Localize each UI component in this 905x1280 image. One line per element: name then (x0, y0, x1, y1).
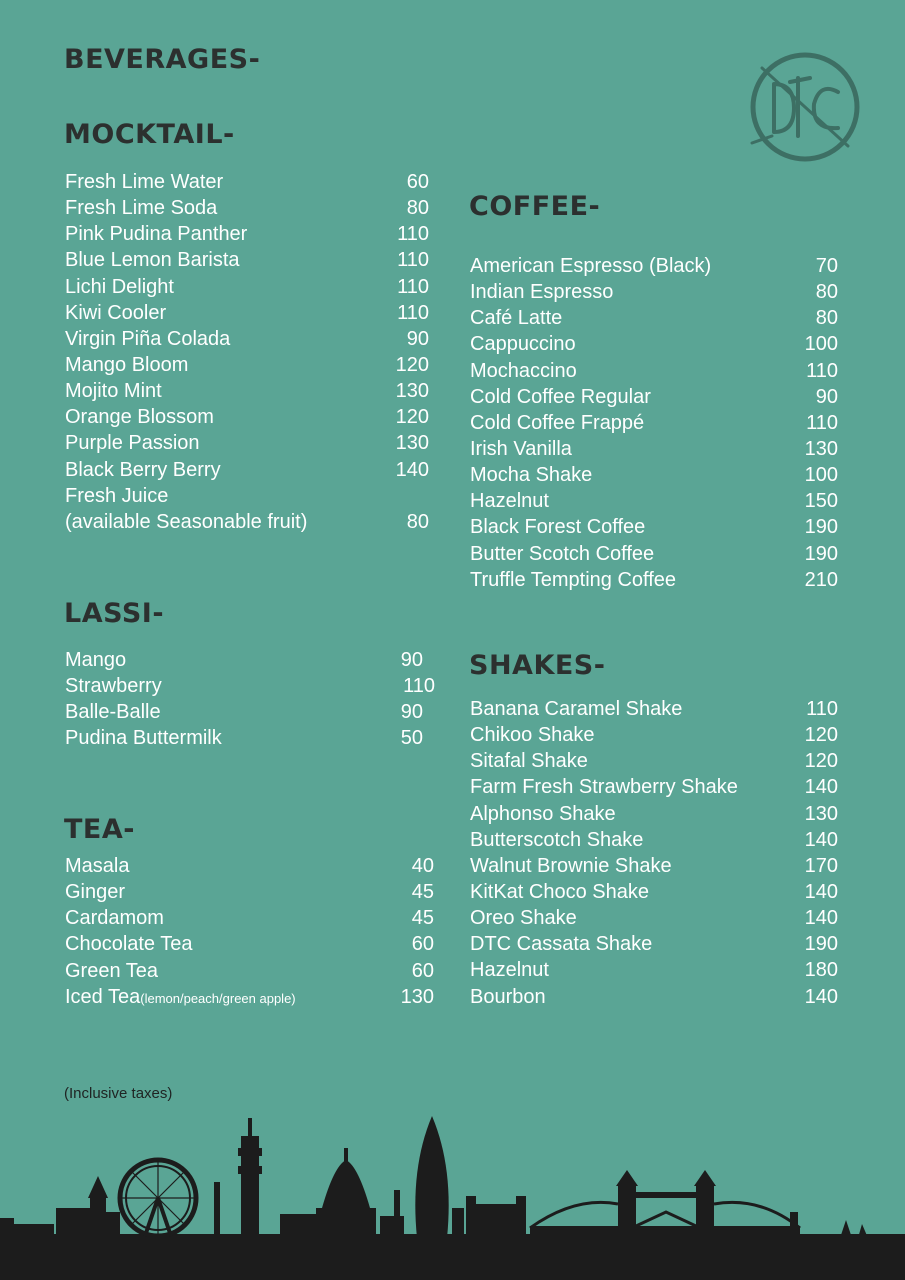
list-item (65, 221, 429, 247)
item-price: 190 (804, 542, 838, 565)
item-name: Pink Pudina Panther (65, 223, 248, 246)
item-price: 130 (395, 380, 429, 403)
tea-heading: TEA- (64, 814, 135, 845)
mocktail-list (65, 169, 429, 535)
item-name: Irish Vanilla (470, 437, 572, 460)
item-name: Indian Espresso (470, 281, 614, 304)
item-price: 60 (406, 171, 429, 193)
list-item (470, 957, 838, 983)
item-price: 130 (400, 985, 434, 1008)
item-name: Oreo Shake (470, 907, 577, 930)
list-item (470, 253, 838, 279)
list-item (65, 195, 429, 221)
item-name: Mojito Mint (65, 380, 162, 403)
item-price: 120 (395, 353, 429, 376)
item-name (65, 984, 296, 1012)
item-name: Virgin Piña Colada (65, 327, 231, 350)
item-name: Ginger (65, 881, 126, 904)
item-price: 70 (815, 255, 838, 277)
list-item (65, 378, 429, 404)
item-price: 150 (804, 490, 838, 513)
item-name: American Espresso (Black) (470, 255, 712, 277)
item-price: 80 (406, 197, 429, 220)
list-item (65, 352, 429, 378)
list-item (65, 879, 434, 905)
item-price: 190 (804, 516, 838, 539)
item-price: 100 (804, 333, 838, 356)
item-name: Mango (65, 649, 127, 671)
item-name: Cold Coffee Frappé (470, 411, 645, 434)
list-item (470, 358, 838, 384)
item-price: 130 (395, 432, 429, 455)
item-price: 80 (815, 281, 838, 304)
item-price: 110 (397, 223, 429, 246)
item-price: 140 (395, 458, 429, 481)
item-name: Fresh Lime Water (65, 171, 224, 193)
item-price: 140 (804, 828, 838, 851)
coffee-list (470, 253, 838, 593)
item-name: Alphonso Shake (470, 802, 616, 825)
list-item (65, 404, 429, 430)
item-price: 140 (804, 907, 838, 930)
item-price: 90 (400, 649, 423, 671)
list-item (65, 274, 429, 300)
item-price: 120 (395, 406, 429, 429)
item-name: DTC Cassata Shake (470, 933, 653, 956)
item-price: 210 (804, 568, 838, 591)
item-name: Strawberry (65, 675, 162, 698)
item-name: Butter Scotch Coffee (470, 542, 655, 565)
list-item (65, 457, 429, 483)
list-item (470, 984, 838, 1010)
list-item (470, 514, 838, 540)
list-item (470, 931, 838, 957)
item-note: (lemon/peach/green apple) (140, 990, 296, 1006)
item-price: 60 (411, 933, 434, 956)
item-name: Fresh Lime Soda (65, 197, 218, 220)
list-item (65, 509, 429, 535)
lassi-list (65, 647, 435, 752)
item-price: 140 (804, 880, 838, 903)
item-name: Green Tea (65, 959, 159, 982)
item-name: Masala (65, 855, 130, 877)
item-price: 110 (806, 698, 838, 720)
item-price: 40 (411, 855, 434, 877)
item-name: Cardamom (65, 907, 164, 930)
item-name: Farm Fresh Strawberry Shake (470, 776, 738, 799)
item-price: 90 (815, 385, 838, 408)
item-price: 110 (403, 675, 435, 698)
item-price: 130 (804, 437, 838, 460)
list-item (470, 384, 838, 410)
item-price: 110 (397, 301, 429, 324)
item-price: 100 (804, 464, 838, 487)
item-price: 90 (400, 701, 423, 724)
item-price: 120 (804, 750, 838, 773)
list-item (470, 696, 838, 722)
list-item (470, 801, 838, 827)
item-price: 110 (806, 411, 838, 434)
list-item (470, 279, 838, 305)
item-name: Sitafal Shake (470, 750, 588, 773)
list-item (470, 436, 838, 462)
item-price: 130 (804, 802, 838, 825)
shakes-list (470, 696, 838, 1010)
item-price: 110 (806, 359, 838, 382)
item-price: 45 (411, 881, 434, 904)
item-name: Butterscotch Shake (470, 828, 644, 851)
item-name: (available Seasonable fruit) (65, 510, 308, 533)
list-item (470, 827, 838, 853)
coffee-heading: COFFEE- (469, 191, 601, 222)
item-price: 170 (804, 854, 838, 877)
item-name-text: Iced Tea (65, 985, 141, 1008)
dtc-logo (742, 48, 868, 166)
list-item (65, 430, 429, 456)
list-item (470, 541, 838, 567)
item-price: 180 (804, 959, 838, 982)
item-price: 60 (411, 959, 434, 982)
item-price: 140 (804, 776, 838, 799)
list-item (65, 931, 434, 957)
item-name: Hazelnut (470, 959, 549, 982)
item-name: Blue Lemon Barista (65, 249, 240, 272)
item-name: Black Forest Coffee (470, 516, 646, 539)
list-item (470, 462, 838, 488)
item-price: 45 (411, 907, 434, 930)
london-skyline-illustration (0, 1108, 905, 1280)
list-item (65, 483, 429, 509)
list-item (65, 699, 435, 725)
item-price: 80 (815, 307, 838, 330)
list-item (65, 326, 429, 352)
lassi-heading: LASSI- (64, 598, 165, 629)
item-name: KitKat Choco Shake (470, 880, 649, 903)
item-name: Cold Coffee Regular (470, 385, 651, 408)
item-price: 90 (406, 327, 429, 350)
item-price: 140 (804, 985, 838, 1008)
item-name: Hazelnut (470, 490, 549, 513)
list-item (65, 725, 435, 751)
item-name: Walnut Brownie Shake (470, 854, 672, 877)
mocktail-heading: MOCKTAIL- (64, 119, 235, 150)
list-item (65, 984, 434, 1010)
list-item (470, 567, 838, 593)
list-item (470, 853, 838, 879)
item-name: Café Latte (470, 307, 563, 330)
item-name: Mango Bloom (65, 353, 189, 376)
list-item (65, 169, 429, 195)
item-name: Pudina Buttermilk (65, 727, 222, 750)
item-name: Mochaccino (470, 359, 577, 382)
list-item (65, 958, 434, 984)
item-name: Bourbon (470, 985, 546, 1008)
item-price: 80 (406, 510, 429, 533)
list-item (470, 748, 838, 774)
list-item (65, 300, 429, 326)
item-name: Kiwi Cooler (65, 301, 167, 324)
list-item (65, 647, 435, 673)
item-name: Truffle Tempting Coffee (470, 568, 677, 591)
item-price: 110 (397, 275, 429, 298)
list-item (65, 673, 435, 699)
item-name: Orange Blossom (65, 406, 214, 429)
item-name: Lichi Delight (65, 275, 174, 298)
menu-title: BEVERAGES- (64, 44, 261, 75)
shakes-heading: SHAKES- (469, 650, 606, 681)
item-name: Balle-Balle (65, 701, 161, 724)
list-item (470, 488, 838, 514)
item-price: 110 (397, 249, 429, 272)
list-item (65, 853, 434, 879)
item-name: Black Berry Berry (65, 458, 221, 481)
list-item (470, 722, 838, 748)
list-item (470, 879, 838, 905)
item-name: Mocha Shake (470, 464, 593, 487)
list-item (65, 905, 434, 931)
item-name: Purple Passion (65, 432, 200, 455)
item-name: Fresh Juice (65, 484, 169, 507)
item-name: Cappuccino (470, 333, 576, 356)
item-price: 120 (804, 724, 838, 747)
item-name: Chocolate Tea (65, 933, 193, 956)
item-price: 190 (804, 933, 838, 956)
item-name: Chikoo Shake (470, 724, 595, 747)
item-price: 50 (400, 727, 423, 750)
list-item (65, 247, 429, 273)
tea-list (65, 853, 434, 1010)
item-name: Banana Caramel Shake (470, 698, 683, 720)
list-item (470, 774, 838, 800)
list-item (470, 905, 838, 931)
list-item (470, 331, 838, 357)
list-item (470, 305, 838, 331)
inclusive-taxes-note: (Inclusive taxes) (64, 1085, 173, 1102)
list-item (470, 410, 838, 436)
